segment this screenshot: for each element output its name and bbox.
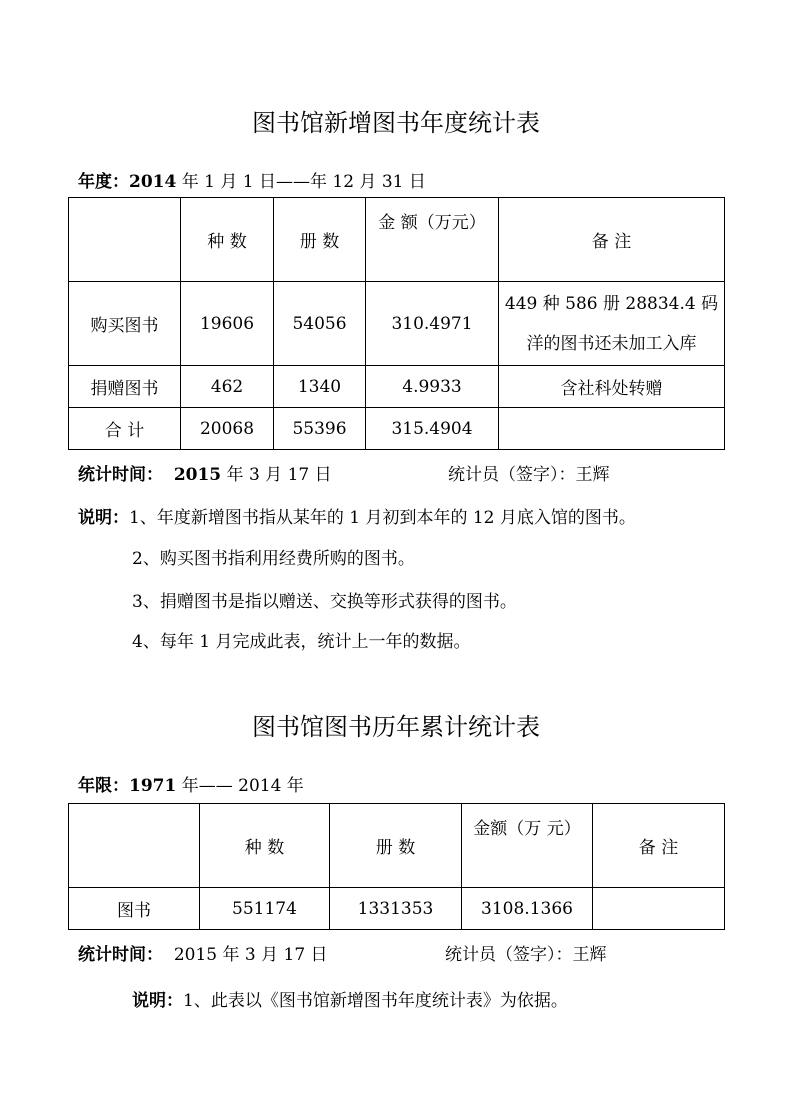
annual-note-3: 3、捐赠图书是指以赠送、交换等形式获得的图书。 xyxy=(132,592,517,612)
annual-year-line xyxy=(78,167,426,192)
cell-amount: 315.4904 xyxy=(366,408,499,450)
cell-remark xyxy=(499,408,725,450)
row-label: 合 计 xyxy=(69,408,181,450)
remark-line: 洋的图书还未加工入库 xyxy=(526,333,697,354)
cumulative-range-line xyxy=(78,771,304,796)
cell-amount: 310.4971 xyxy=(366,282,499,366)
cell-volumes: 1340 xyxy=(274,366,366,408)
cell-remark xyxy=(593,888,725,930)
stat-time-value: 2015 年 3 月 17 日 xyxy=(173,945,328,965)
range-value: 1971 xyxy=(129,776,177,796)
note-label: 说明： xyxy=(78,508,129,528)
header-volumes: 册 数 xyxy=(330,804,462,888)
header-kinds: 种 数 xyxy=(181,198,274,282)
cell-amount: 3108.1366 xyxy=(462,888,593,930)
cell-volumes: 54056 xyxy=(274,282,366,366)
header-amount: 金 额（万元） xyxy=(366,198,499,282)
range-label: 年限： xyxy=(78,776,129,796)
cumulative-note-1 xyxy=(132,986,568,1011)
stat-time-label: 统计时间： xyxy=(78,465,163,485)
year-value: 2014 xyxy=(129,172,177,192)
table-row xyxy=(69,282,725,366)
cell-remark xyxy=(499,282,725,366)
annual-stat-time xyxy=(78,460,332,485)
header-row xyxy=(69,804,725,888)
row-label: 捐赠图书 xyxy=(69,366,181,408)
stat-time-year: 2015 xyxy=(173,465,222,485)
annual-stat-person: 统计员（签字）：王辉 xyxy=(448,465,610,485)
stat-time-label: 统计时间： xyxy=(78,945,163,965)
note-label: 说明： xyxy=(132,991,183,1011)
annual-table xyxy=(68,197,725,450)
header-row xyxy=(69,198,725,282)
header-volumes: 册 数 xyxy=(274,198,366,282)
row-label: 图书 xyxy=(69,888,200,930)
cell-kinds: 20068 xyxy=(181,408,274,450)
cell-kinds: 462 xyxy=(181,366,274,408)
cell-kinds: 19606 xyxy=(181,282,274,366)
annual-note-4: 4、每年 1 月完成此表，统计上一年的数据。 xyxy=(132,632,471,652)
cumulative-stat-time xyxy=(78,940,328,965)
header-amount: 金额（万 元） xyxy=(462,804,593,888)
annual-note-2: 2、购买图书指利用经费所购的图书。 xyxy=(132,549,415,569)
cell-amount: 4.9933 xyxy=(366,366,499,408)
cumulative-title: 图书馆图书历年累计统计表 xyxy=(252,713,540,741)
stat-time-rest: 年 3 月 17 日 xyxy=(221,465,332,485)
cumulative-stat-person: 统计员（签字）：王辉 xyxy=(445,945,607,965)
header-remark: 备 注 xyxy=(593,804,725,888)
year-range: 年 1 月 1 日——年 12 月 31 日 xyxy=(176,172,426,192)
annual-title: 图书馆新增图书年度统计表 xyxy=(252,109,540,137)
header-cell xyxy=(69,198,181,282)
remark-line: 449 种 586 册 28834.4 码 xyxy=(504,293,719,314)
cell-volumes: 55396 xyxy=(274,408,366,450)
annual-note-1 xyxy=(78,503,636,528)
cell-volumes: 1331353 xyxy=(330,888,462,930)
cell-remark: 含社科处转赠 xyxy=(499,366,725,408)
note-text: 1、年度新增图书指从某年的 1 月初到本年的 12 月底入馆的图书。 xyxy=(129,508,636,528)
header-remark: 备 注 xyxy=(499,198,725,282)
header-kinds: 种 数 xyxy=(200,804,330,888)
row-label: 购买图书 xyxy=(69,282,181,366)
table-row xyxy=(69,366,725,408)
note-text: 1、此表以《图书馆新增图书年度统计表》为依据。 xyxy=(183,991,568,1011)
cumulative-table xyxy=(68,803,725,930)
range-rest: 年—— 2014 年 xyxy=(176,776,304,796)
cell-kinds: 551174 xyxy=(200,888,330,930)
table-row xyxy=(69,408,725,450)
year-label: 年度： xyxy=(78,172,129,192)
header-cell xyxy=(69,804,200,888)
table-row xyxy=(69,888,725,930)
